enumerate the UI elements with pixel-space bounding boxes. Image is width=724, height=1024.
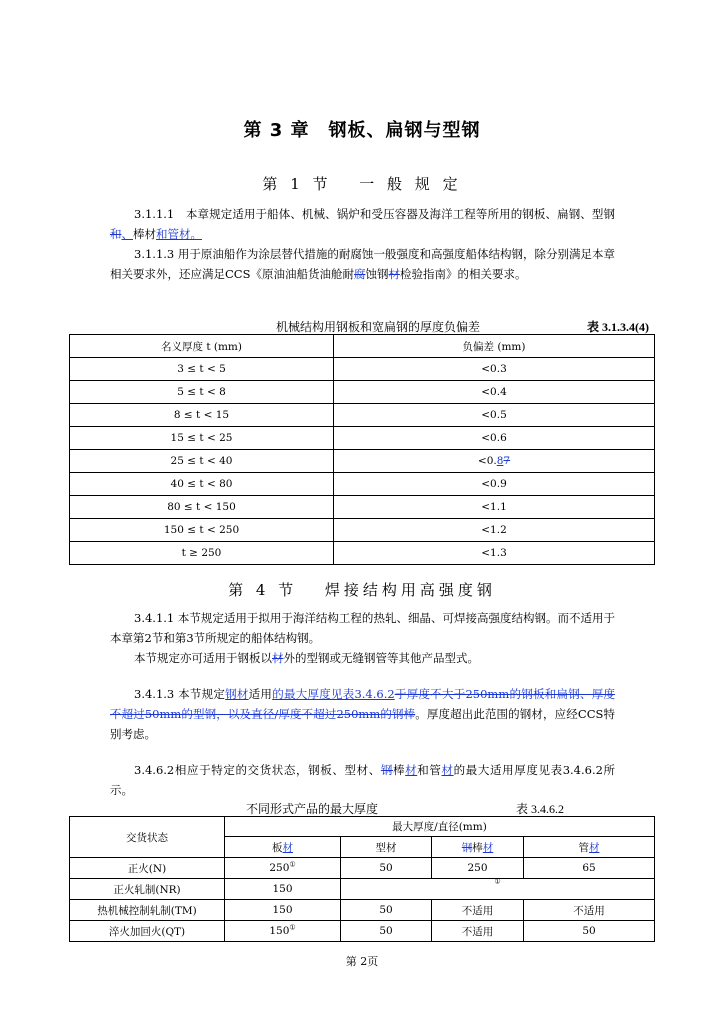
revised-cell: <0.87: [334, 450, 655, 473]
para-scope-note: 本节规定亦可适用于钢板以材外的型钢或无缝钢管等其他产品型式。: [134, 651, 479, 665]
table-2-header-bar: 钢棒材: [432, 837, 524, 858]
inserted-text: 、: [121, 227, 133, 241]
table-1-header: 名义厚度 t (mm): [70, 335, 334, 358]
table-row: 25 ≤ t < 40 <0.87: [70, 450, 655, 473]
table-2-header-tube: 管材: [524, 837, 655, 858]
table-row: 正火(N) 250① 50 250 65: [70, 858, 655, 879]
table-2-caption: 不同形式产品的最大厚度: [246, 802, 379, 816]
table-row: 正火轧制(NR) 150 ①: [70, 879, 655, 900]
table-2-header-state: 交货状态: [70, 817, 225, 858]
deleted-text: 材: [272, 651, 284, 665]
chapter-title: 第 3 章 钢板、扁钢与型钢: [243, 120, 481, 141]
table-2: [69, 816, 655, 942]
table-row: 热机械控制轧制(TM) 150 50 不适用 不适用: [70, 900, 655, 921]
table-row: 8 ≤ t < 15 <0.5: [70, 404, 655, 427]
inserted-text: 的最大厚度见表3.4.6.2: [272, 687, 395, 701]
deleted-text: 和: [110, 227, 122, 241]
table-row: 淬火加回火(QT) 150① 50 不适用 50: [70, 921, 655, 942]
deleted-text: 腐: [353, 267, 366, 281]
table-row: 15 ≤ t < 25 <0.6: [70, 427, 655, 450]
table-row: 40 ≤ t < 80 <0.9: [70, 473, 655, 496]
table-row: 5 ≤ t < 8 <0.4: [70, 381, 655, 404]
table-row: 80 ≤ t < 150 <1.1: [70, 496, 655, 519]
table-1-header: 负偏差 (mm): [334, 335, 655, 358]
table-2-header-plate: 板材: [225, 837, 341, 858]
table-1: [69, 334, 655, 565]
inserted-text: 和管材。: [156, 227, 202, 241]
section-4-title: 第 4 节 焊接结构用高强度钢: [228, 581, 496, 599]
table-2-group-header: 最大厚度/直径(mm): [225, 817, 655, 837]
table-1-number: 表 3.1.3.4(4): [587, 320, 649, 334]
para-3-4-6-2: 3.4.6.2相应于特定的交货状态，钢板、型材、钢棒材和管材的最大适用厚度见表3.4.6.2所示。: [110, 763, 616, 797]
table-2-number: 表 3.4.6.2: [516, 802, 565, 816]
table-row: 3 ≤ t < 5 <0.3: [70, 358, 655, 381]
page-footer: 第 2页: [345, 955, 379, 968]
table-2-header-shape: 型材: [341, 837, 432, 858]
section-1-title: 第 1 节 一 般 规 定: [262, 175, 462, 193]
table-1-caption: 机械结构用钢板和宽扁钢的厚度负偏差: [276, 320, 481, 334]
para-3-4-1-3: 3.4.1.3 本节规定钢材适用的最大厚度见表3.4.6.2于厚度不大于250mm的钢板和扁钢、厚度不超过50mm的型钢，以及直径/厚度不超过250mm的钢棒。厚度超出此范围的钢材，应经CCS特别考虑。: [110, 687, 616, 741]
para-number: 3.1.1.1: [134, 207, 175, 221]
para-3-1-1-3: 3.1.1.3 用于原油船作为涂层替代措施的耐腐蚀一般强度和高强度船体结构钢，除分别满足本章相关要求外，还应满足CCS《原油油船货油舱耐腐蚀钢材检验指南》的相关要求。: [110, 247, 615, 281]
table-row: t ≥ 250 <1.3: [70, 542, 655, 565]
para-3-4-1-1: 3.4.1.1 本节规定适用于拟用于海洋结构工程的热轧、细晶、可焊接高强度结构钢。而不适用于本章第2节和第3节所规定的船体结构钢。: [110, 611, 615, 645]
table-row: 150 ≤ t < 250 <1.2: [70, 519, 655, 542]
deleted-text: 钢: [380, 763, 393, 777]
inserted-text: 材: [405, 763, 418, 777]
para-3-1-1-1: 3.1.1.1 本章规定适用于船体、机械、锅炉和受压容器及海洋工程等所用的钢板、扁钢、型钢和、棒材和管材。: [110, 207, 615, 241]
deleted-text: 于厚度不大于250mm的钢板和扁钢、厚度不超过50mm的型钢，以及直径/厚度不超过250mm的钢棒: [110, 687, 616, 721]
deleted-text: 材: [388, 267, 400, 281]
inserted-text: 材: [441, 763, 454, 777]
inserted-text: 钢材: [225, 687, 249, 701]
